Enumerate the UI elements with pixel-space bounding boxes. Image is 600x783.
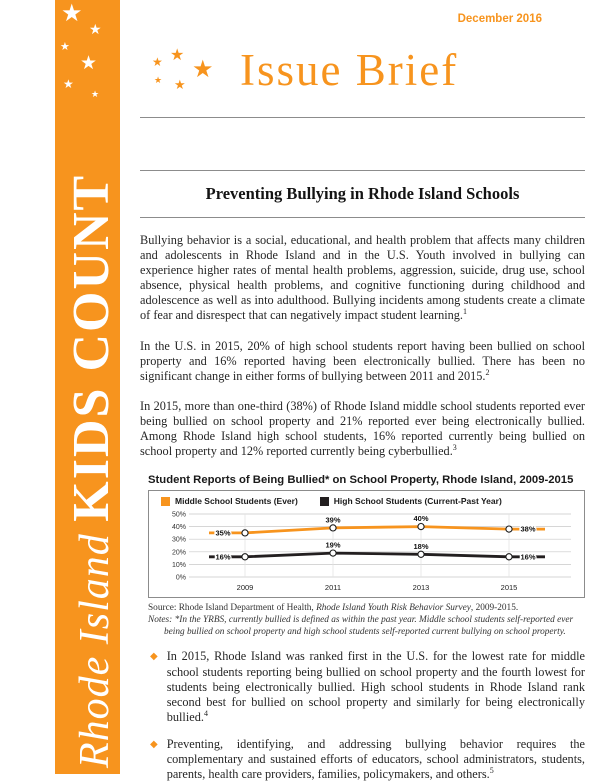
chart-legend [161, 496, 576, 506]
star-icon: ★ [91, 89, 100, 99]
body-paragraph [140, 399, 585, 459]
bullet-text [167, 737, 585, 783]
svg-text:2013: 2013 [412, 583, 430, 593]
chart-title: Student Reports of Being Bullied* on School Property, Rhode Island, 2009-2015 [148, 474, 574, 487]
source-survey-name: Rhode Island Youth Risk Behavior Survey [316, 603, 471, 614]
svg-text:0%: 0% [175, 574, 186, 582]
sidebar-brand-text [62, 174, 121, 768]
main-content [140, 170, 585, 783]
star-icon: ★ [89, 23, 102, 38]
footnote-marker: 3 [452, 443, 457, 453]
sidebar-brand-prefix: Rhode Island [72, 533, 118, 768]
svg-text:2015: 2015 [500, 583, 518, 593]
star-icon: ★ [174, 77, 186, 92]
body-paragraph [140, 339, 585, 384]
svg-text:38%: 38% [520, 524, 536, 534]
svg-text:40%: 40% [413, 514, 429, 524]
bullet-item [150, 737, 585, 783]
svg-text:20%: 20% [171, 549, 186, 557]
masthead-stars [146, 46, 236, 104]
paragraph-text: Bullying behavior is a social, educational, and health problem that affects many children and adolescents in Rhode Island and in the U.S. Youth involved in bullying can experience higher rates of mental health problems, aggression, suicide, drug use, school absence, physical health problems, and cognitive functioning during childhood and adolescence as well as into adulthood. Bullying incidents among students create a climate of fear and disrespect that can negatively impact student learning. [140, 233, 585, 323]
body-paragraph [140, 233, 585, 324]
footnote-marker: 1 [463, 307, 468, 317]
svg-text:16%: 16% [215, 552, 231, 562]
header-divider [140, 117, 585, 118]
star-icon: ★ [154, 75, 163, 85]
legend-swatch-middle-school [161, 497, 170, 506]
paragraph-text: In the U.S. in 2015, 20% of high school students report having been bullied on school property and 16% reported having been electronically bullied. There has been no significant change in either forms of bullying between 2011 and 2015. [140, 338, 585, 383]
bullying-trend-line-chart [157, 507, 577, 595]
svg-text:2009: 2009 [236, 583, 254, 593]
paragraph-text: In 2015, more than one-third (38%) of Rhode Island middle school students reported ever being bullied on school property and 21% reported ever being electronically bullied. Among Rhode Island high school students, 16% reported currently being bullied on school property and 12% reported currently being cyberbullied. [140, 398, 585, 459]
svg-text:10%: 10% [171, 562, 186, 570]
svg-text:40%: 40% [171, 524, 186, 532]
chart-source [148, 603, 585, 613]
svg-text:16%: 16% [520, 552, 536, 562]
svg-text:19%: 19% [325, 540, 341, 550]
star-icon: ★ [152, 55, 163, 69]
diamond-bullet-icon: ◆ [150, 651, 158, 663]
svg-text:39%: 39% [325, 515, 341, 525]
bullet-body: In 2015, Rhode Island was ranked first in the U.S. for the lowest rate for middle school students reporting being bullied on school property and the fourth lowest for students being electronically bullied. High school students in Rhode Island rank second best for bullied on school property and similarly for being electronically bullied. [166, 649, 585, 725]
svg-text:2011: 2011 [324, 583, 342, 593]
issue-date: December 2016 [457, 13, 542, 25]
chart-notes: Notes: *In the YRBS, currently bullied is defined as within the past year. Middle school students self-reported ever being bullied on school property and high school students self-reported current bullying on school property. [148, 615, 574, 637]
legend-label: Middle School Students (Ever) [175, 496, 298, 507]
chart-box [148, 490, 585, 598]
star-icon: ★ [63, 77, 74, 91]
publication-title: Issue Brief [240, 45, 459, 95]
svg-text:50%: 50% [171, 511, 186, 519]
bullet-item [150, 649, 585, 725]
sidebar-brand-main: KIDS COUNT [63, 173, 120, 522]
diamond-bullet-icon: ◆ [150, 738, 158, 750]
star-icon: ★ [192, 57, 214, 83]
svg-text:30%: 30% [171, 536, 186, 544]
key-findings [140, 649, 585, 782]
source-suffix: , 2009-2015. [470, 603, 519, 614]
legend-item-middle-school [161, 496, 298, 506]
star-icon: ★ [80, 53, 98, 74]
star-icon: ★ [60, 41, 70, 53]
legend-label: High School Students (Current-Past Year) [333, 496, 502, 507]
sidebar-brand-space [72, 522, 118, 534]
star-icon: ★ [170, 47, 185, 64]
footnote-marker: 5 [489, 766, 494, 776]
bullet-body: Preventing, identifying, and addressing bullying behavior requires the complementary and sustained efforts of educators, school administrators, students, parents, health care providers, families, policymakers, and others. [166, 736, 585, 782]
article-title-block [140, 170, 585, 218]
svg-text:35%: 35% [215, 528, 231, 538]
svg-text:18%: 18% [413, 542, 429, 552]
legend-item-high-school [320, 496, 502, 506]
footnote-marker: 2 [485, 367, 490, 377]
bullet-text [167, 649, 585, 725]
footnote-marker: 4 [203, 709, 208, 719]
legend-swatch-high-school [320, 497, 329, 506]
source-prefix: Source: Rhode Island Department of Health, [148, 603, 317, 614]
article-title: Preventing Bullying in Rhode Island Schools [205, 184, 520, 203]
star-icon: ★ [61, 1, 83, 27]
